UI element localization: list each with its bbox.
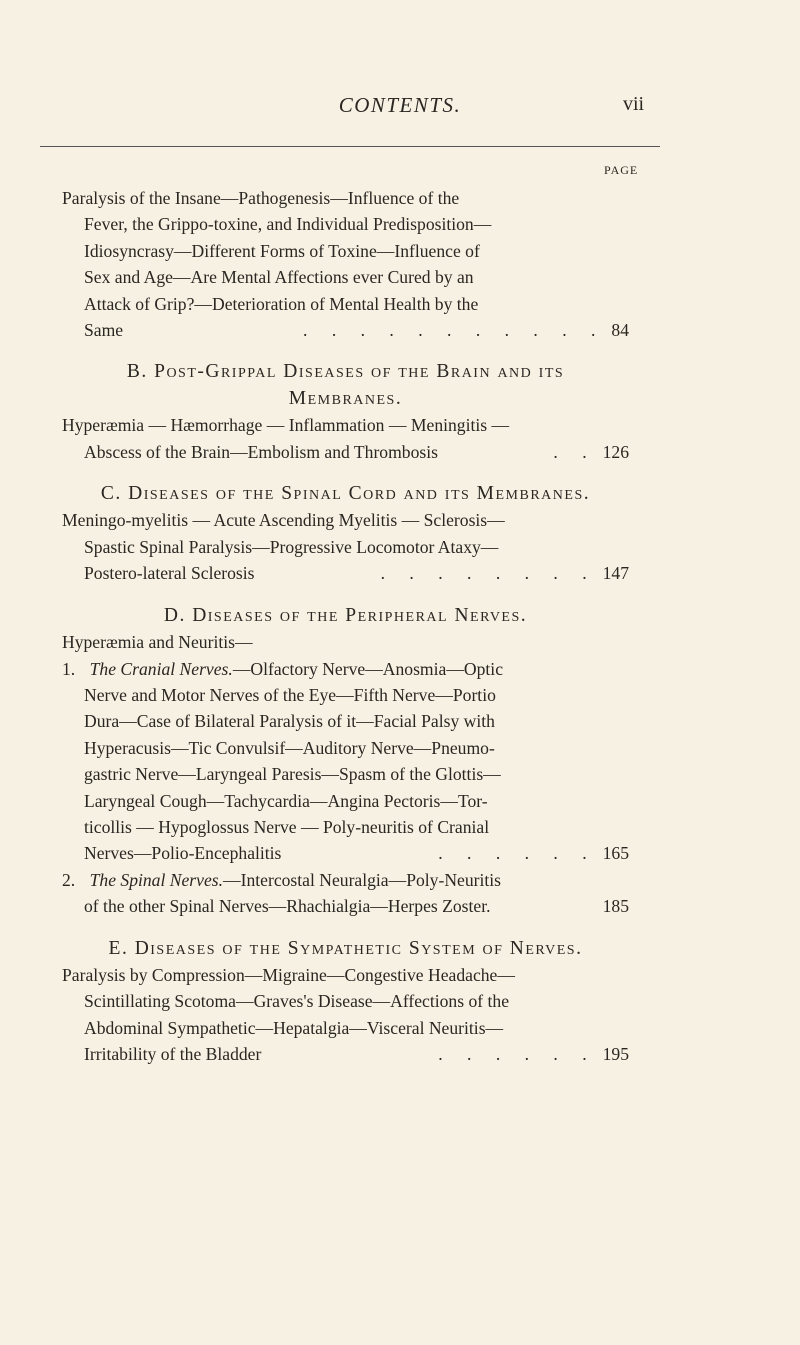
section-b-heading-cont: Membranes. [288, 387, 403, 409]
entry-last-line [62, 840, 629, 866]
entry-page: 84 [611, 320, 629, 341]
entry-text: Nerves—Polio-Encephalitis [84, 843, 282, 864]
entry-text: of the other Spinal Nerves—Rhachialgia—Herpes Zoster. [84, 896, 491, 917]
entry-line: Fever, the Grippo-toxine, and Individual Predisposition— [84, 214, 492, 235]
entry-line: Paralysis of the Insane—Pathogenesis—Influence of the [62, 188, 460, 208]
page-column-label: PAGE [604, 163, 639, 177]
dot-leader: . . [553, 441, 597, 462]
entry-line: Hyperacusis—Tic Convulsif—Auditory Nerve—Pneumo- [84, 737, 495, 758]
entry-line: Paralysis by Compression—Migraine—Congestive Headache— [62, 964, 515, 985]
entry-line: Hyperæmia — Hæmorrhage — Inflammation — Meningitis — [62, 415, 510, 436]
entry-text: Abscess of the Brain—Embolism and Thrombosis [84, 441, 438, 462]
entry-line: gastric Nerve—Laryngeal Paresis—Spasm of the Glottis— [84, 764, 501, 785]
contents-list [62, 185, 629, 1068]
entry-text: Postero-lateral Sclerosis [84, 563, 255, 584]
item-number: 1. [62, 658, 76, 679]
section-d-heading: D. Diseases of the Peripheral Nerves. [163, 604, 528, 626]
toc-entry-spinal-cord [62, 507, 629, 586]
section-c-heading: C. Diseases of the Spinal Cord and its Membranes. [100, 483, 591, 505]
entry-line [62, 656, 629, 682]
entry-line: Meningo-myelitis — Acute Ascending Myelitis — Sclerosis— [62, 510, 505, 531]
toc-entry-paralysis-insane [62, 185, 629, 343]
entry-line: Nerve and Motor Nerves of the Eye—Fifth Nerve—Portio [84, 684, 496, 705]
dot-leader: . . . . . . [438, 1044, 597, 1065]
entry-page: 126 [602, 441, 629, 462]
item-title: The Cranial Nerves. [89, 658, 233, 679]
dot-leader [491, 893, 603, 919]
entry-line: Scintillating Scotoma—Graves's Disease—Affections of the [84, 991, 510, 1012]
entry-line: Laryngeal Cough—Tachycardia—Angina Pectoris—Tor- [84, 790, 488, 811]
entry-page: 195 [602, 1044, 629, 1065]
entry-line: Attack of Grip?—Deterioration of Mental Health by the [84, 293, 479, 314]
entry-line: Dura—Case of Bilateral Paralysis of it—Facial Palsy with [84, 711, 495, 732]
entry-text: Same [84, 320, 124, 341]
toc-entry-brain [62, 412, 629, 465]
entry-last-line [62, 1041, 629, 1067]
section-e-heading: E. Diseases of the Sympathetic System of Nerves. [108, 937, 583, 959]
entry-line: Hyperæmia and Neuritis— [62, 632, 253, 653]
entry-line: Sex and Age—Are Mental Affections ever Cured by an [84, 267, 474, 288]
entry-text: Irritability of the Bladder [84, 1044, 262, 1065]
page-title: CONTENTS. [338, 93, 462, 117]
entry-line [62, 867, 629, 893]
header-rule [40, 146, 660, 147]
dot-leader: . . . . . . . . . . . [303, 320, 606, 341]
running-head [0, 93, 800, 123]
dot-leader: . . . . . . . . [380, 563, 597, 584]
entry-page: 147 [602, 563, 629, 584]
toc-entry-sympathetic [62, 962, 629, 1068]
item-text: —Olfactory Nerve—Anosmia—Optic [232, 658, 503, 679]
section-b-heading: B. Post-Grippal Diseases of the Brain and its [126, 361, 565, 383]
toc-entry-peripheral [62, 629, 629, 919]
entry-line: Spastic Spinal Paralysis—Progressive Locomotor Ataxy— [84, 536, 499, 557]
item-number: 2. [62, 869, 76, 890]
entry-last-line [62, 439, 629, 465]
entry-last-line [62, 560, 629, 586]
entry-page: 165 [602, 843, 629, 864]
entry-last-line [62, 317, 629, 343]
item-text: —Intercostal Neuralgia—Poly-Neuritis [223, 869, 502, 890]
entry-line: Idiosyncrasy—Different Forms of Toxine—Influence of [84, 240, 480, 261]
entry-page: 185 [602, 896, 629, 917]
item-title: The Spinal Nerves. [89, 869, 224, 890]
entry-last-line [62, 893, 629, 919]
dot-leader: . . . . . . [438, 843, 597, 864]
entry-line: Abdominal Sympathetic—Hepatalgia—Visceral Neuritis— [84, 1017, 504, 1038]
entry-line: ticollis — Hypoglossus Nerve — Poly-neuritis of Cranial [84, 816, 490, 837]
page-number: vii [623, 93, 645, 115]
